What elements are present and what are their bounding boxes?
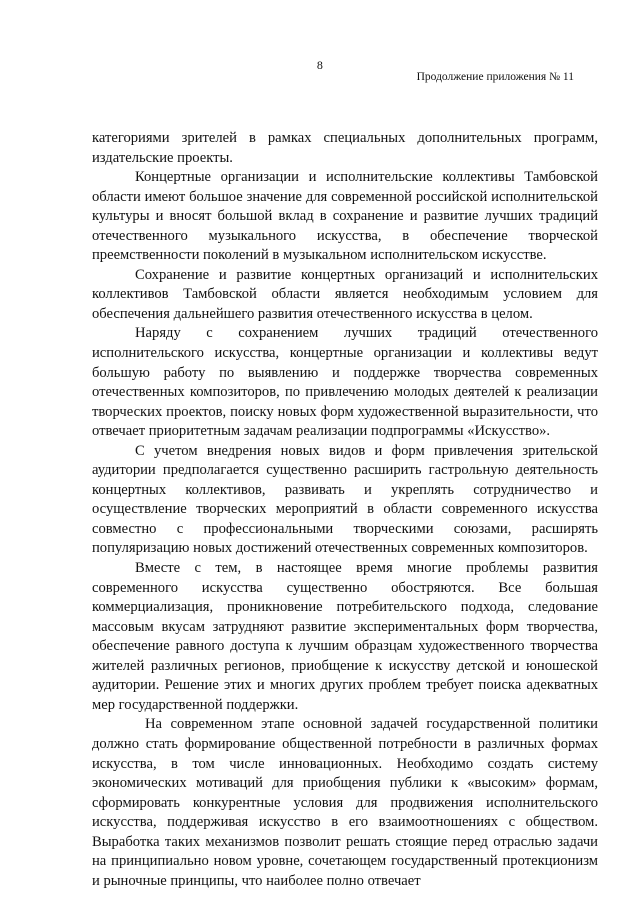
- paragraph-2: Концертные организации и исполнительские коллективы Тамбовской области имеют большое значение для современной российской исполнительской культуры и вносят большой вклад в сохранение и развитие лучших традиций отечественного музыкального искусства, в обеспечение творческой преемственности поколений в музыкальном исполнительском искусстве.: [92, 169, 598, 264]
- appendix-continuation-note: Продолжение приложения № 11: [416, 71, 574, 83]
- paragraph-6: Вместе с тем, в настоящее время многие проблемы развития современного искусства существенно обостряются. Все большая коммерциализация, проникновение потребительского подхода, следование массовым вкусам затрудняют развитие экспериментальных форм творчества, обеспечение равного доступа к лучшим образцам художественного творчества жителей различных регионов, приобщение к искусству детской и юношеской аудитории. Решение этих и многих других проблем требует поиска адекватных мер государственной поддержки.: [92, 560, 598, 713]
- paragraph-1: категориями зрителей в рамках специальных дополнительных программ, издательские проекты.: [92, 130, 598, 166]
- paragraph-5: С учетом внедрения новых видов и форм привлечения зрительской аудитории предполагается существенно расширить гастрольную деятельность концертных коллективов, развивать и укреплять сотрудничество и осуществление творческих мероприятий в области современного искусства совместно с профессиональными творческими союзами, расширять популяризацию новых достижений отечественных современных композиторов.: [92, 442, 598, 557]
- page-number: 8: [316, 58, 324, 72]
- paragraph-3: Сохранение и развитие концертных организаций и исполнительских коллективов Тамбовской области является необходимым условием для обеспечения дальнейшего развития отечественного искусства в целом.: [92, 266, 598, 322]
- paragraph-7: На современном этапе основной задачей государственной политики должно стать формирование общественной потребности в различных формах искусства, в том числе инновационных. Необходимо создать систему экономических мотиваций для приобщения публики к «высоким» формам, сформировать конкурентные условия для продвижения исполнительского искусства, поддерживая искусство в его взаимоотношениях с обществом. Выработка таких механизмов позволит решать стоящие перед отраслью задачи на принципиально новом уровне, сочетающем государственный протекционизм и рыночные принципы, что наиболее полно отвечает: [92, 716, 598, 889]
- paragraph-4: Наряду с сохранением лучших традиций отечественного исполнительского искусства, концертные организации и коллективы ведут большую работу по выявлению и поддержке творчества современных отечественных композиторов, по привлечению молодых деятелей к реализации творческих проектов, поиску новых форм художественной выразительности, что отвечает приоритетным задачам реализации подпрограммы «Искусство».: [92, 325, 598, 440]
- document-body: [92, 129, 598, 891]
